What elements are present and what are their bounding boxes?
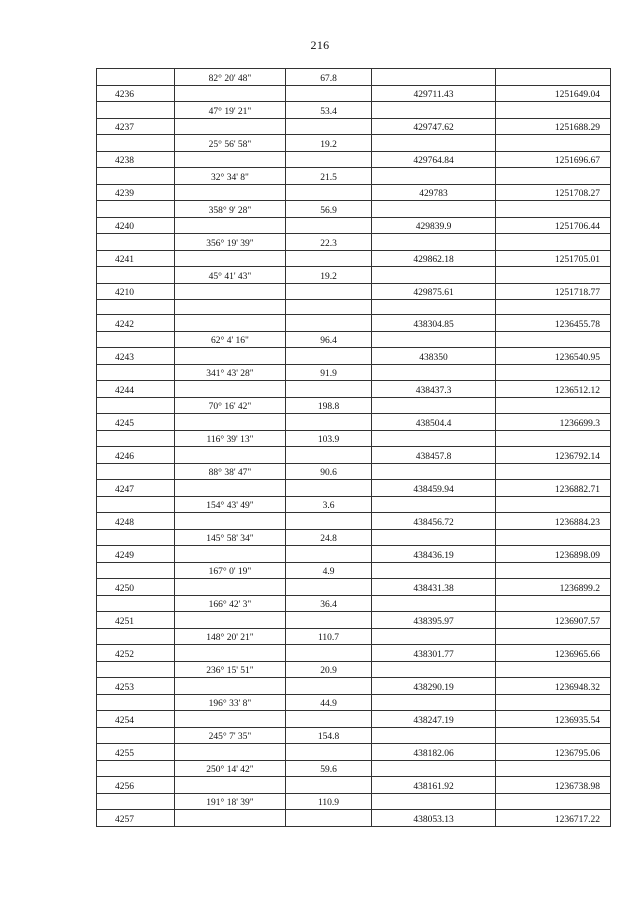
segment-row <box>97 168 611 185</box>
empty-cell <box>286 711 372 728</box>
segment-row <box>97 595 611 612</box>
segment-row <box>97 201 611 218</box>
x-coordinate-cell: 438504.4 <box>372 414 496 431</box>
point-row <box>97 118 611 135</box>
bearing-cell: 45° 41' 43" <box>175 267 286 284</box>
point-id-cell: 4256 <box>97 777 175 794</box>
segment-row <box>97 760 611 777</box>
segment-row <box>97 364 611 381</box>
empty-cell <box>496 331 611 348</box>
empty-cell <box>496 529 611 546</box>
x-coordinate-cell: 438456.72 <box>372 513 496 530</box>
point-row <box>97 810 611 827</box>
empty-cell <box>97 562 175 579</box>
point-row <box>97 777 611 794</box>
empty-cell <box>372 661 496 678</box>
empty-cell <box>97 397 175 414</box>
empty-cell <box>496 69 611 86</box>
empty-cell <box>372 727 496 744</box>
empty-cell <box>175 315 286 332</box>
bearing-cell: 154° 43' 49" <box>175 496 286 513</box>
point-row <box>97 348 611 365</box>
bearing-cell: 196° 33' 8" <box>175 694 286 711</box>
empty-cell <box>372 102 496 119</box>
distance-cell: 56.9 <box>286 201 372 218</box>
empty-cell <box>286 381 372 398</box>
empty-cell <box>97 135 175 152</box>
bearing-cell: 47° 19' 21" <box>175 102 286 119</box>
empty-cell <box>496 727 611 744</box>
point-id-cell: 4240 <box>97 217 175 234</box>
empty-cell <box>372 793 496 810</box>
y-coordinate-cell: 1236965.66 <box>496 645 611 662</box>
empty-cell <box>175 151 286 168</box>
point-row <box>97 678 611 695</box>
empty-cell <box>175 414 286 431</box>
bearing-cell: 62° 4' 16" <box>175 331 286 348</box>
y-coordinate-cell: 1236792.14 <box>496 447 611 464</box>
empty-cell <box>175 447 286 464</box>
segment-row <box>97 562 611 579</box>
y-coordinate-cell: 1236882.71 <box>496 480 611 497</box>
segment-row <box>97 430 611 447</box>
empty-cell <box>97 300 175 315</box>
x-coordinate-cell: 438304.85 <box>372 315 496 332</box>
coordinate-table-container <box>96 68 610 827</box>
empty-cell <box>496 628 611 645</box>
point-id-cell: 4243 <box>97 348 175 365</box>
y-coordinate-cell: 1251706.44 <box>496 217 611 234</box>
point-id-cell: 4247 <box>97 480 175 497</box>
y-coordinate-cell: 1251688.29 <box>496 118 611 135</box>
point-row <box>97 151 611 168</box>
y-coordinate-cell: 1236717.22 <box>496 810 611 827</box>
bearing-cell: 167° 0' 19" <box>175 562 286 579</box>
empty-cell <box>175 348 286 365</box>
empty-cell <box>286 151 372 168</box>
empty-cell <box>496 234 611 251</box>
empty-cell <box>372 529 496 546</box>
distance-cell: 20.9 <box>286 661 372 678</box>
point-row <box>97 217 611 234</box>
empty-cell <box>286 810 372 827</box>
empty-cell <box>496 760 611 777</box>
empty-cell <box>372 397 496 414</box>
distance-cell: 21.5 <box>286 168 372 185</box>
x-coordinate-cell: 438290.19 <box>372 678 496 695</box>
x-coordinate-cell: 438437.3 <box>372 381 496 398</box>
point-id-cell: 4255 <box>97 744 175 761</box>
bearing-cell: 341° 43' 28" <box>175 364 286 381</box>
point-id-cell: 4238 <box>97 151 175 168</box>
distance-cell: 90.6 <box>286 463 372 480</box>
empty-cell <box>286 744 372 761</box>
bearing-cell: 245° 7' 35" <box>175 727 286 744</box>
x-coordinate-cell: 438182.06 <box>372 744 496 761</box>
bearing-cell: 32° 34' 8" <box>175 168 286 185</box>
segment-row <box>97 102 611 119</box>
distance-cell: 36.4 <box>286 595 372 612</box>
empty-cell <box>372 760 496 777</box>
segment-row <box>97 529 611 546</box>
y-coordinate-cell: 1236699.3 <box>496 414 611 431</box>
empty-cell <box>97 331 175 348</box>
empty-cell <box>496 168 611 185</box>
bearing-cell: 82° 20' 48" <box>175 69 286 86</box>
y-coordinate-cell: 1236455.78 <box>496 315 611 332</box>
empty-cell <box>372 168 496 185</box>
segment-row <box>97 234 611 251</box>
y-coordinate-cell: 1251649.04 <box>496 85 611 102</box>
empty-cell <box>496 300 611 315</box>
segment-row <box>97 397 611 414</box>
empty-cell <box>372 331 496 348</box>
empty-cell <box>175 711 286 728</box>
x-coordinate-cell: 429764.84 <box>372 151 496 168</box>
bearing-cell: 145° 58' 34" <box>175 529 286 546</box>
y-coordinate-cell: 1236884.23 <box>496 513 611 530</box>
x-coordinate-cell: 429711.43 <box>372 85 496 102</box>
point-id-cell: 4250 <box>97 579 175 596</box>
distance-cell: 4.9 <box>286 562 372 579</box>
empty-cell <box>97 661 175 678</box>
segment-row <box>97 793 611 810</box>
distance-cell: 67.8 <box>286 69 372 86</box>
empty-cell <box>286 250 372 267</box>
point-row <box>97 184 611 201</box>
distance-cell: 22.3 <box>286 234 372 251</box>
distance-cell: 24.8 <box>286 529 372 546</box>
empty-cell <box>286 118 372 135</box>
y-coordinate-cell: 1236540.95 <box>496 348 611 365</box>
empty-cell <box>286 300 372 315</box>
point-id-cell: 4237 <box>97 118 175 135</box>
empty-cell <box>372 135 496 152</box>
empty-cell <box>496 562 611 579</box>
empty-cell <box>175 300 286 315</box>
point-id-cell: 4242 <box>97 315 175 332</box>
point-row <box>97 447 611 464</box>
empty-cell <box>286 184 372 201</box>
segment-row <box>97 661 611 678</box>
point-row <box>97 546 611 563</box>
point-row <box>97 250 611 267</box>
empty-cell <box>97 595 175 612</box>
x-coordinate-cell: 438459.94 <box>372 480 496 497</box>
empty-cell <box>372 628 496 645</box>
bearing-cell: 70° 16' 42" <box>175 397 286 414</box>
y-coordinate-cell: 1251705.01 <box>496 250 611 267</box>
empty-cell <box>496 694 611 711</box>
empty-cell <box>175 283 286 300</box>
point-id-cell: 4253 <box>97 678 175 695</box>
empty-cell <box>175 381 286 398</box>
point-id-cell: 4252 <box>97 645 175 662</box>
empty-cell <box>496 397 611 414</box>
empty-cell <box>97 529 175 546</box>
empty-cell <box>372 300 496 315</box>
bearing-cell: 356° 19' 39" <box>175 234 286 251</box>
point-id-cell: 4244 <box>97 381 175 398</box>
empty-cell <box>496 496 611 513</box>
empty-cell <box>496 661 611 678</box>
coordinate-table <box>96 68 611 827</box>
empty-cell <box>175 513 286 530</box>
y-coordinate-cell: 1236898.09 <box>496 546 611 563</box>
empty-cell <box>286 85 372 102</box>
point-row <box>97 612 611 629</box>
bearing-cell: 250° 14' 42" <box>175 760 286 777</box>
bearing-cell: 236° 15' 51" <box>175 661 286 678</box>
empty-cell <box>286 546 372 563</box>
empty-cell <box>372 463 496 480</box>
empty-cell <box>286 579 372 596</box>
point-row <box>97 414 611 431</box>
empty-cell <box>496 595 611 612</box>
point-row <box>97 744 611 761</box>
point-id-cell: 4249 <box>97 546 175 563</box>
bearing-cell: 116° 39' 13" <box>175 430 286 447</box>
empty-cell <box>372 364 496 381</box>
segment-row <box>97 267 611 284</box>
empty-cell <box>97 234 175 251</box>
x-coordinate-cell: 438350 <box>372 348 496 365</box>
x-coordinate-cell: 438431.38 <box>372 579 496 596</box>
y-coordinate-cell: 1251696.67 <box>496 151 611 168</box>
bearing-cell: 358° 9' 28" <box>175 201 286 218</box>
distance-cell: 3.6 <box>286 496 372 513</box>
x-coordinate-cell: 429839.9 <box>372 217 496 234</box>
empty-cell <box>286 447 372 464</box>
point-id-cell: 4236 <box>97 85 175 102</box>
empty-cell <box>175 777 286 794</box>
empty-cell <box>286 777 372 794</box>
x-coordinate-cell: 438436.19 <box>372 546 496 563</box>
empty-cell <box>286 283 372 300</box>
distance-cell: 96.4 <box>286 331 372 348</box>
empty-cell <box>496 463 611 480</box>
x-coordinate-cell: 429783 <box>372 184 496 201</box>
empty-cell <box>175 645 286 662</box>
coordinate-table-body <box>97 69 611 827</box>
y-coordinate-cell: 1236512.12 <box>496 381 611 398</box>
point-row <box>97 315 611 332</box>
empty-cell <box>175 480 286 497</box>
empty-cell <box>496 430 611 447</box>
y-coordinate-cell: 1236738.98 <box>496 777 611 794</box>
segment-row <box>97 694 611 711</box>
x-coordinate-cell: 429747.62 <box>372 118 496 135</box>
point-row <box>97 85 611 102</box>
empty-cell <box>286 513 372 530</box>
point-id-cell: 4239 <box>97 184 175 201</box>
empty-cell <box>97 168 175 185</box>
empty-cell <box>372 595 496 612</box>
empty-cell <box>496 135 611 152</box>
point-row <box>97 513 611 530</box>
empty-cell <box>175 744 286 761</box>
x-coordinate-cell: 429875.61 <box>372 283 496 300</box>
empty-cell <box>496 364 611 381</box>
x-coordinate-cell: 438395.97 <box>372 612 496 629</box>
empty-cell <box>175 250 286 267</box>
empty-cell <box>97 201 175 218</box>
distance-cell: 44.9 <box>286 694 372 711</box>
distance-cell: 59.6 <box>286 760 372 777</box>
x-coordinate-cell: 438053.13 <box>372 810 496 827</box>
y-coordinate-cell: 1236795.06 <box>496 744 611 761</box>
y-coordinate-cell: 1236907.57 <box>496 612 611 629</box>
bearing-cell: 166° 42' 3" <box>175 595 286 612</box>
x-coordinate-cell: 438247.19 <box>372 711 496 728</box>
empty-cell <box>372 201 496 218</box>
segment-row <box>97 463 611 480</box>
distance-cell: 103.9 <box>286 430 372 447</box>
segment-row <box>97 628 611 645</box>
y-coordinate-cell: 1251708.27 <box>496 184 611 201</box>
point-id-cell: 4254 <box>97 711 175 728</box>
x-coordinate-cell: 429862.18 <box>372 250 496 267</box>
empty-cell <box>496 201 611 218</box>
empty-cell <box>286 217 372 234</box>
empty-cell <box>175 118 286 135</box>
x-coordinate-cell: 438457.8 <box>372 447 496 464</box>
empty-cell <box>97 760 175 777</box>
segment-row <box>97 727 611 744</box>
empty-cell <box>372 69 496 86</box>
distance-cell: 110.9 <box>286 793 372 810</box>
y-coordinate-cell: 1236899.2 <box>496 579 611 596</box>
empty-cell <box>175 85 286 102</box>
empty-cell <box>97 364 175 381</box>
empty-cell <box>372 234 496 251</box>
point-row <box>97 480 611 497</box>
bearing-cell: 88° 38' 47" <box>175 463 286 480</box>
empty-cell <box>372 430 496 447</box>
empty-cell <box>286 612 372 629</box>
empty-cell <box>286 315 372 332</box>
distance-cell: 110.7 <box>286 628 372 645</box>
distance-cell: 198.8 <box>286 397 372 414</box>
empty-cell <box>175 678 286 695</box>
point-id-cell: 4246 <box>97 447 175 464</box>
empty-cell <box>286 645 372 662</box>
empty-cell <box>97 727 175 744</box>
empty-cell <box>372 267 496 284</box>
empty-cell <box>372 694 496 711</box>
distance-cell: 19.2 <box>286 135 372 152</box>
empty-cell <box>286 348 372 365</box>
empty-cell <box>97 267 175 284</box>
point-id-cell: 4248 <box>97 513 175 530</box>
point-id-cell: 4245 <box>97 414 175 431</box>
point-id-cell: 4241 <box>97 250 175 267</box>
distance-cell: 19.2 <box>286 267 372 284</box>
distance-cell: 91.9 <box>286 364 372 381</box>
page-number: 216 <box>310 38 330 52</box>
empty-cell <box>496 267 611 284</box>
empty-cell <box>175 612 286 629</box>
empty-cell <box>286 480 372 497</box>
empty-cell <box>97 628 175 645</box>
distance-cell: 53.4 <box>286 102 372 119</box>
empty-cell <box>372 562 496 579</box>
empty-cell <box>175 217 286 234</box>
empty-cell <box>97 793 175 810</box>
point-id-cell: 4251 <box>97 612 175 629</box>
distance-cell: 154.8 <box>286 727 372 744</box>
point-id-cell: 4210 <box>97 283 175 300</box>
empty-cell <box>372 496 496 513</box>
point-row <box>97 645 611 662</box>
bearing-cell: 25° 56' 58" <box>175 135 286 152</box>
x-coordinate-cell: 438161.92 <box>372 777 496 794</box>
y-coordinate-cell: 1236935.54 <box>496 711 611 728</box>
empty-cell <box>175 546 286 563</box>
empty-cell <box>175 810 286 827</box>
table-gap-row <box>97 300 611 315</box>
segment-row <box>97 496 611 513</box>
y-coordinate-cell: 1251718.77 <box>496 283 611 300</box>
point-row <box>97 711 611 728</box>
empty-cell <box>286 414 372 431</box>
y-coordinate-cell: 1236948.32 <box>496 678 611 695</box>
empty-cell <box>286 678 372 695</box>
empty-cell <box>175 184 286 201</box>
empty-cell <box>97 69 175 86</box>
empty-cell <box>496 793 611 810</box>
x-coordinate-cell: 438301.77 <box>372 645 496 662</box>
empty-cell <box>97 102 175 119</box>
bearing-cell: 148° 20' 21" <box>175 628 286 645</box>
empty-cell <box>97 496 175 513</box>
segment-row <box>97 135 611 152</box>
point-id-cell: 4257 <box>97 810 175 827</box>
bearing-cell: 191° 18' 39" <box>175 793 286 810</box>
point-row <box>97 381 611 398</box>
point-row <box>97 283 611 300</box>
empty-cell <box>97 430 175 447</box>
empty-cell <box>97 694 175 711</box>
empty-cell <box>97 463 175 480</box>
empty-cell <box>175 579 286 596</box>
segment-row <box>97 69 611 86</box>
empty-cell <box>496 102 611 119</box>
point-row <box>97 579 611 596</box>
segment-row <box>97 331 611 348</box>
